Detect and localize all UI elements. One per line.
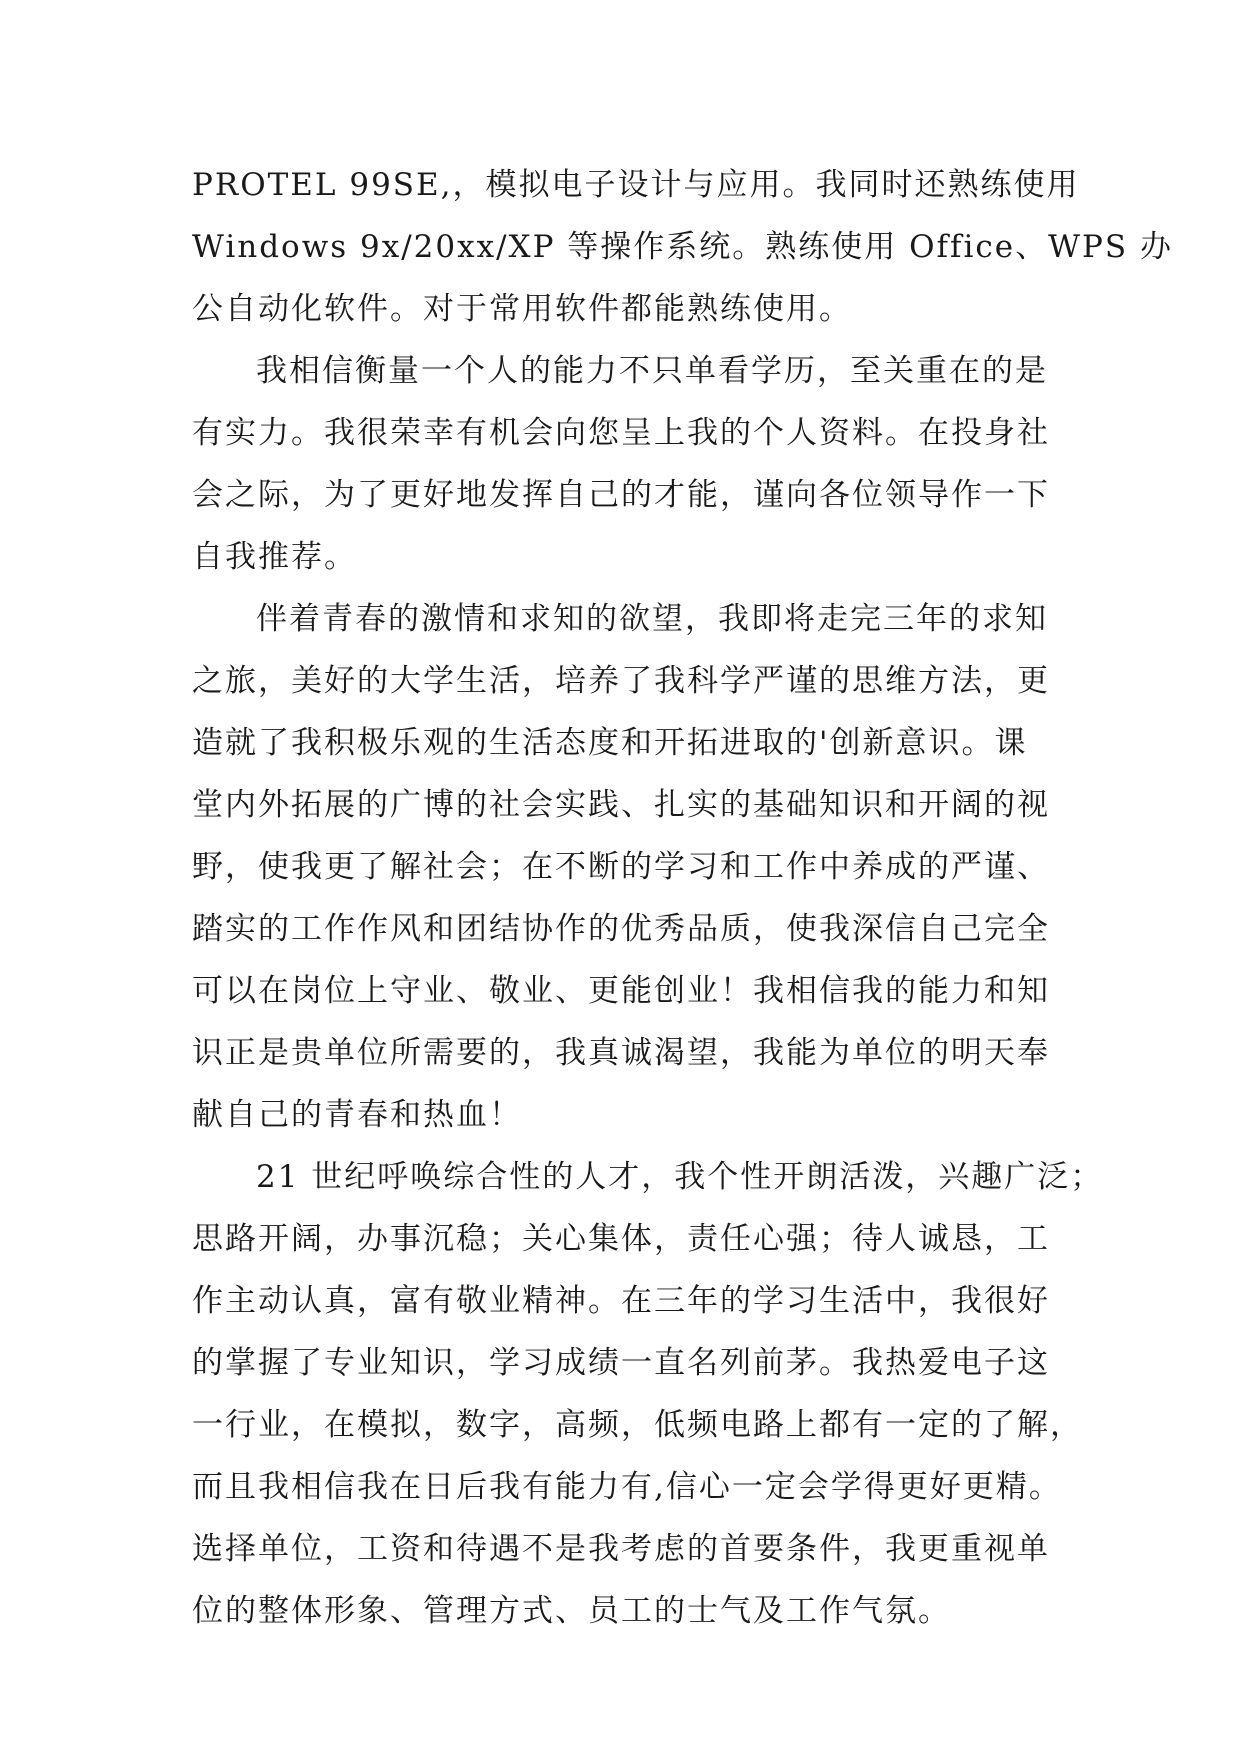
- text-line: 堂内外拓展的广博的社会实践、扎实的基础知识和开阔的视: [192, 787, 1050, 823]
- text-line: 一行业，在模拟，数字，高频，低频电路上都有一定的了解，: [192, 1407, 1083, 1443]
- text-line: 野，使我更了解社会；在不断的学习和工作中养成的严谨、: [192, 849, 1050, 885]
- text-line: 自我推荐。: [192, 539, 357, 575]
- text-line: 公自动化软件。对于常用软件都能熟练使用。: [192, 291, 852, 327]
- text-line: 献自己的青春和热血！: [192, 1097, 522, 1133]
- text-line: 选择单位，工资和待遇不是我考虑的首要条件，我更重视单: [192, 1531, 1050, 1567]
- text-line: 之旅，美好的大学生活，培养了我科学严谨的思维方法，更: [192, 663, 1050, 699]
- text-line: 作主动认真，富有敬业精神。在三年的学习生活中，我很好: [192, 1283, 1050, 1319]
- text-line: 的掌握了专业知识，学习成绩一直名列前茅。我热爱电子这: [192, 1345, 1050, 1381]
- text-line: 有实力。我很荣幸有机会向您呈上我的个人资料。在投身社: [192, 415, 1050, 451]
- paragraph-first-line: 伴着青春的激情和求知的欲望，我即将走完三年的求知: [256, 601, 1048, 637]
- paragraph-first-line: 21 世纪呼唤综合性的人才，我个性开朗活泼，兴趣广泛；: [256, 1159, 1104, 1195]
- text-line: 而且我相信我在日后我有能力有,信心一定会学得更好更精。: [192, 1469, 1062, 1505]
- text-line: 会之际，为了更好地发挥自己的才能，谨向各位领导作一下: [192, 477, 1050, 513]
- text-line: PROTEL 99SE,，模拟电子设计与应用。我同时还熟练使用: [192, 167, 1080, 203]
- text-line: 识正是贵单位所需要的，我真诚渴望，我能为单位的明天奉: [192, 1035, 1050, 1071]
- text-line: 思路开阔，办事沉稳；关心集体，责任心强；待人诚恳，工: [192, 1221, 1050, 1257]
- text-line: 造就了我积极乐观的生活态度和开拓进取的'创新意识。课: [192, 725, 1028, 761]
- text-line: Windows 9x/20xx/XP 等操作系统。熟练使用 Office、WPS 办: [192, 229, 1173, 265]
- text-line: 踏实的工作作风和团结协作的优秀品质，使我深信自己完全: [192, 911, 1050, 947]
- paragraph-first-line: 我相信衡量一个人的能力不只单看学历，至关重在的是: [256, 353, 1048, 389]
- text-line: 可以在岗位上守业、敬业、更能创业！我相信我的能力和知: [192, 973, 1050, 1009]
- document-body: [192, 154, 1173, 1642]
- text-line: 位的整体形象、管理方式、员工的士气及工作气氛。: [192, 1593, 951, 1629]
